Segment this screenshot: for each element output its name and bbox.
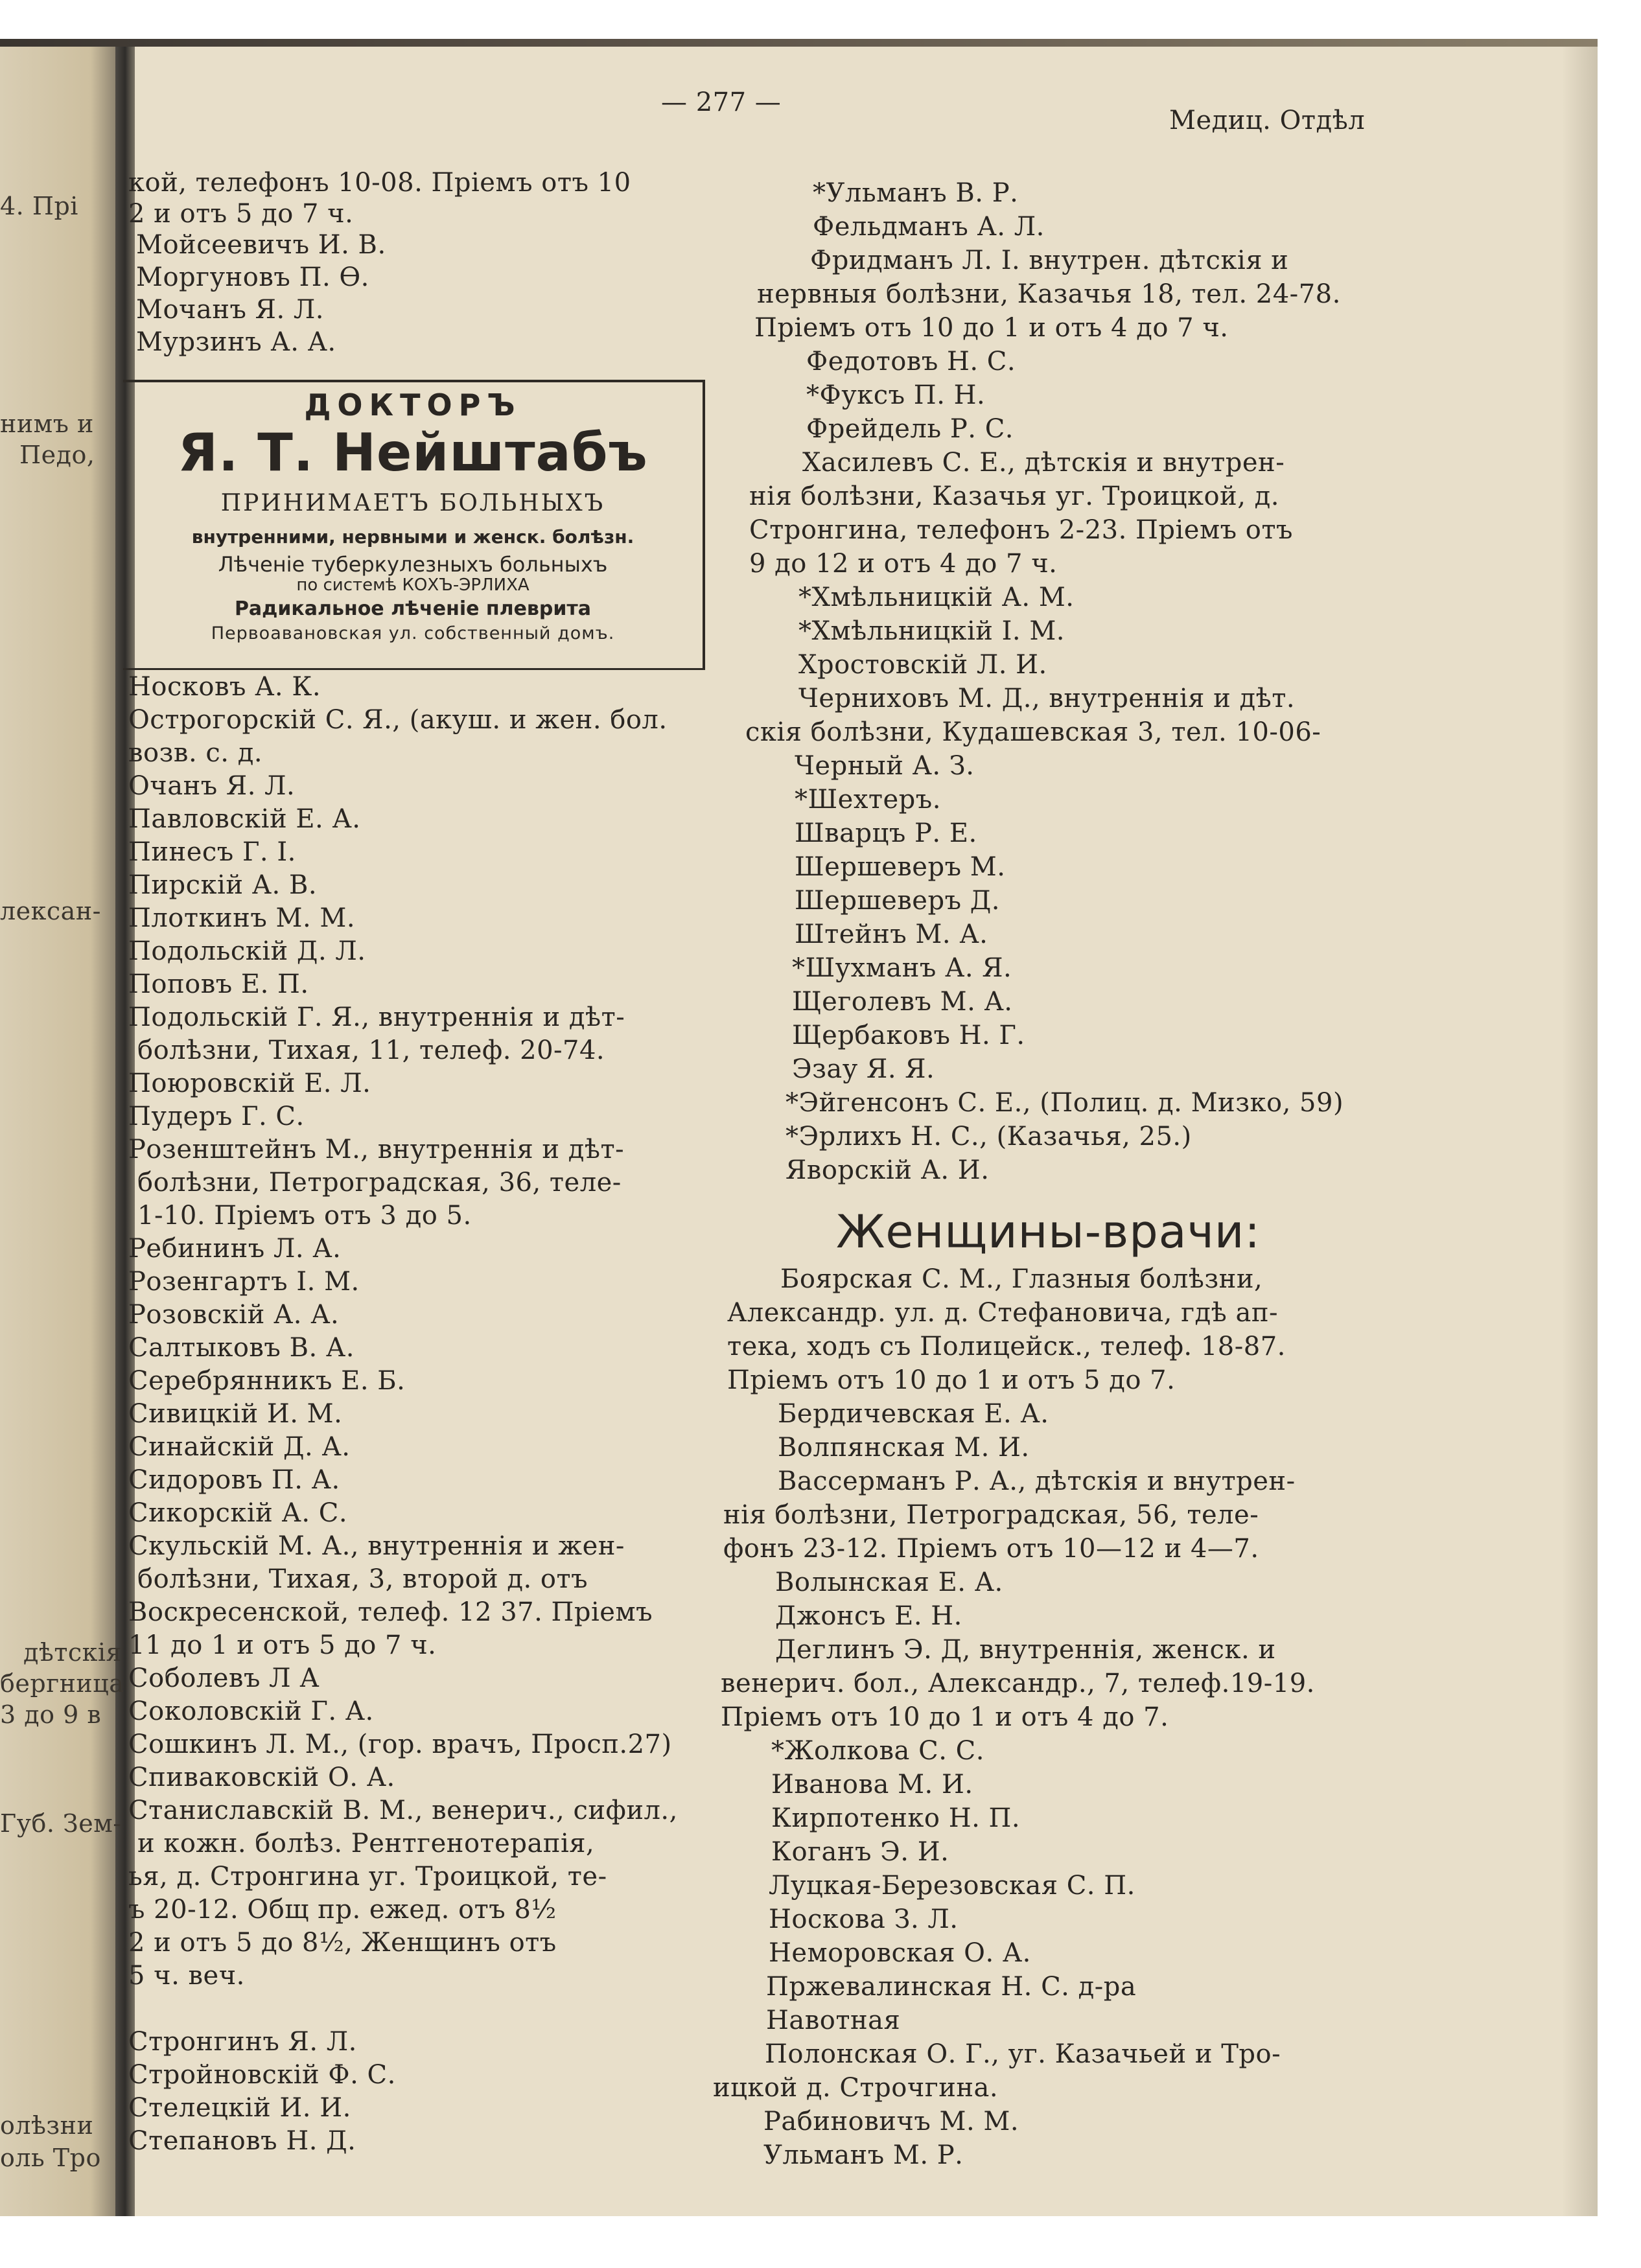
entry-line: *Шехтеръ. (795, 785, 941, 815)
entry-line: *Хмѣльницкій І. М. (798, 616, 1065, 646)
entry-line: Воскресенской, телеф. 12 37. Пріемъ (128, 1597, 653, 1627)
entry-line: 11 до 1 и отъ 5 до 7 ч. (128, 1630, 437, 1660)
entry-line: Мойсеевичъ И. В. (136, 230, 386, 260)
entry-line: Иванова М. И. (771, 1770, 973, 1799)
entry-line: Фридманъ Л. І. внутрен. дѣтскія и (810, 246, 1289, 275)
entry-line: Щеголевъ М. А. (792, 987, 1013, 1017)
entry-line: Александр. ул. д. Стефановича, гдѣ ап- (727, 1298, 1279, 1328)
section-header: Медиц. Отдѣл (1169, 106, 1366, 135)
page-number: — 277 — (661, 87, 782, 117)
entry-line: Розенгартъ І. М. (128, 1267, 360, 1297)
entry-line: Подольскій Д. Л. (128, 936, 366, 966)
entry-line: кой, телефонъ 10-08. Пріемъ отъ 10 (128, 168, 631, 198)
left-page-fragment: Педо, (19, 441, 95, 469)
entry-line: Сикорскій А. С. (128, 1498, 348, 1528)
ad-doctor-name: Я. Т. Нейштабъ (178, 422, 648, 483)
entry-line: болѣзни, Тихая, 3, второй д. отъ (137, 1564, 588, 1594)
entry-line: Степановъ Н. Д. (128, 2126, 356, 2156)
entry-line: Носковъ А. К. (128, 672, 321, 702)
entry-line: Эзау Я. Я. (792, 1054, 935, 1084)
entry-line: Неморовская О. А. (769, 1938, 1031, 1968)
ad-line: Радикальное лѣченіе плеврита (234, 597, 592, 620)
entry-line: Пирскій А. В. (128, 870, 318, 900)
entry-line: Пудеръ Г. С. (128, 1102, 305, 1131)
entry-line: Черный А. З. (795, 751, 975, 781)
left-page-fragment: 3 до 9 в (0, 1700, 102, 1729)
entry-line: *Фуксъ П. Н. (806, 380, 986, 410)
entry-line: ъ 20-12. Общ пр. ежед. отъ 8½ (128, 1895, 557, 1925)
entry-line: и кожн. болѣз. Рентгенотерапія, (137, 1829, 595, 1858)
entry-line: фонъ 23-12. Пріемъ отъ 10—12 и 4—7. (723, 1534, 1259, 1564)
entry-line: ья, д. Стронгина уг. Троицкой, те- (128, 1862, 607, 1892)
entry-line: Сидоровъ П. А. (128, 1465, 340, 1495)
entry-line: 2 и отъ 5 до 7 ч. (128, 199, 354, 229)
entry-line: Волынская Е. А. (775, 1568, 1003, 1597)
entry-line: ицкой д. Строчгина. (713, 2073, 999, 2103)
entry-line: Салтыковъ В. А. (128, 1333, 355, 1363)
entry-line: Луцкая-Березовская С. П. (769, 1871, 1135, 1901)
entry-line: Розовскій А. А. (128, 1300, 340, 1330)
entry-line: нія болѣзни, Петроградская, 56, теле- (723, 1500, 1259, 1530)
left-page-fragment: нимъ и (0, 410, 94, 438)
entry-line: Поповъ Е. П. (128, 969, 309, 999)
entry-line: Стелецкій И. И. (128, 2093, 351, 2123)
doctor-advertisement (123, 380, 705, 670)
entry-line: 5 ч. веч. (128, 1961, 245, 1991)
entry-line: Пинесъ Г. І. (128, 837, 296, 867)
entry-line: Ребининъ Л. А. (128, 1234, 342, 1264)
top-edge (0, 39, 1598, 47)
entry-line: Поюровскій Е. Л. (128, 1069, 371, 1098)
entry-line: Хасилевъ С. Е., дѣтскія и внутрен- (802, 448, 1285, 478)
entry-line: Пріемъ отъ 10 до 1 и отъ 5 до 7. (727, 1365, 1176, 1395)
entry-line: Розенштейнъ М., внутреннія и дѣт- (128, 1135, 625, 1164)
entry-line: Пріемъ отъ 10 до 1 и отъ 4 до 7. (721, 1702, 1169, 1732)
entry-line: Сошкинъ Л. М., (гор. врачъ, Просп.27) (128, 1730, 672, 1759)
entry-line: венерич. бол., Александр., 7, телеф.19-19. (721, 1669, 1315, 1698)
entry-line: Мочанъ Я. Л. (136, 295, 324, 325)
entry-line: Кирпотенко Н. П. (771, 1803, 1021, 1833)
entry-line: Станиславскій В. М., венерич., сифил., (128, 1796, 678, 1825)
left-page-fragment: Губ. Зем- (0, 1809, 122, 1838)
entry-line: Павловскій Е. А. (128, 804, 361, 834)
ad-line: Лѣченіе туберкулезныхъ больныхъ (218, 552, 608, 577)
entry-line: Щербаковъ Н. Г. (792, 1021, 1025, 1050)
entry-line: Скульскій М. А., внутреннія и жен- (128, 1531, 625, 1561)
entry-line: Спиваковскій О. А. (128, 1763, 395, 1792)
entry-line: Боярская С. М., Глазныя болѣзни, (780, 1264, 1263, 1294)
entry-line: Стройновскій Ф. С. (128, 2060, 396, 2090)
entry-line: болѣзни, Петроградская, 36, теле- (137, 1168, 622, 1198)
entry-line: 9 до 12 и отъ 4 до 7 ч. (749, 549, 1058, 579)
entry-line: возв. с. д. (128, 738, 263, 768)
section-title: Женщины-врачи: (836, 1205, 1261, 1258)
ad-accepts: ПРИНИМАЕТЪ БОЛЬНЫХЪ (220, 490, 605, 516)
entry-line: Джонсъ Е. Н. (775, 1601, 962, 1631)
entry-line: *Хмѣльницкій А. М. (798, 583, 1075, 612)
left-page-fragment: бергница (0, 1669, 124, 1698)
entry-line: Вассерманъ Р. А., дѣтскія и внутрен- (778, 1466, 1296, 1496)
entry-line: Коганъ Э. И. (771, 1837, 949, 1867)
entry-line: Серебрянникъ Е. Б. (128, 1366, 406, 1396)
entry-line: Шершеверъ Д. (795, 886, 1000, 916)
entry-line: Навотная (766, 2006, 901, 2035)
entry-line: Хростовскій Л. И. (798, 650, 1047, 680)
entry-line: Сивицкій И. М. (128, 1399, 343, 1429)
entry-line: Черниховъ М. Д., внутреннія и дѣт. (798, 684, 1296, 713)
entry-line: Фрейдель Р. С. (806, 414, 1014, 444)
entry-line: Федотовъ Н. С. (806, 347, 1016, 376)
entry-line: Полонская О. Г., уг. Казачьей и Тро- (765, 2039, 1281, 2069)
entry-line: *Шухманъ А. Я. (792, 953, 1012, 983)
ad-title: ДОКТОРЪ (304, 388, 522, 422)
left-page-fragment: дѣтскія (23, 1638, 122, 1667)
entry-line: Носкова З. Л. (769, 1904, 959, 1934)
entry-line: Штейнъ М. А. (795, 920, 988, 949)
entry-line: 2 и отъ 5 до 8½, Женщинъ отъ (128, 1928, 557, 1958)
entry-line: Бердичевская Е. А. (778, 1399, 1049, 1429)
entry-line: Моргуновъ П. Ѳ. (136, 262, 369, 292)
page-edge-shadow (1562, 45, 1598, 2216)
entry-line: Острогорскій С. Я., (акуш. и жен. бол. (128, 705, 668, 735)
entry-line: Пржевалинская Н. С. д-ра (766, 1972, 1137, 2002)
left-page-fragment: 4. Прі (0, 192, 78, 220)
entry-line: Синайскій Д. А. (128, 1432, 351, 1462)
entry-line: нія болѣзни, Казачья уг. Троицкой, д. (749, 481, 1279, 511)
entry-line: Пріемъ отъ 10 до 1 и отъ 4 до 7 ч. (754, 313, 1229, 343)
ad-line: внутренними, нервными и женск. болѣзн. (191, 526, 634, 548)
entry-line: Волпянская М. И. (778, 1433, 1030, 1463)
entry-line: тека, ходъ съ Полицейск., телеф. 18-87. (727, 1332, 1286, 1361)
facing-page-edge (0, 45, 130, 2216)
ad-line: по системѣ КОХЪ-ЭРЛИХА (296, 575, 530, 595)
entry-line: Подольскій Г. Я., внутреннія и дѣт- (128, 1002, 625, 1032)
entry-line: Яворскій А. И. (786, 1155, 990, 1185)
entry-line: скія болѣзни, Кудашевская 3, тел. 10-06- (745, 717, 1321, 747)
entry-line: Очанъ Я. Л. (128, 771, 296, 801)
ad-line: Первоавановская ул. собственный домъ. (211, 623, 615, 643)
entry-line: Рабиновичъ М. М. (763, 2107, 1019, 2136)
left-page-fragment: олѣзни (0, 2111, 94, 2140)
entry-line: болѣзни, Тихая, 11, телеф. 20-74. (137, 1036, 605, 1065)
entry-line: *Жолкова С. С. (771, 1736, 984, 1766)
entry-line: *Эрлихъ Н. С., (Казачья, 25.) (786, 1122, 1192, 1151)
entry-line: Шварцъ Р. Е. (795, 818, 977, 848)
entry-line: нервныя болѣзни, Казачья 18, тел. 24-78. (757, 279, 1341, 309)
entry-line: Соболевъ Л А (128, 1663, 320, 1693)
entry-line: Мурзинъ А. А. (136, 327, 336, 357)
entry-line: 1-10. Пріемъ отъ 3 до 5. (137, 1201, 472, 1231)
left-page-fragment: оль Тро (0, 2144, 101, 2172)
entry-line: Плоткинъ М. М. (128, 903, 356, 933)
entry-line: Фельдманъ А. Л. (813, 212, 1045, 242)
entry-line: Деглинъ Э. Д, внутреннія, женск. и (775, 1635, 1276, 1665)
entry-line: Стронгина, телефонъ 2-23. Пріемъ отъ (749, 515, 1293, 545)
entry-line: Ульманъ М. Р. (763, 2140, 964, 2170)
entry-line: *Эйгенсонъ С. Е., (Полиц. д. Мизко, 59) (786, 1088, 1344, 1118)
entry-line: Соколовскій Г. А. (128, 1696, 374, 1726)
entry-line: *Ульманъ В. Р. (813, 178, 1019, 208)
left-page-fragment: лексан- (0, 897, 101, 925)
entry-line: Стронгинъ Я. Л. (128, 2027, 357, 2057)
entry-line: Шершеверъ М. (795, 852, 1006, 882)
